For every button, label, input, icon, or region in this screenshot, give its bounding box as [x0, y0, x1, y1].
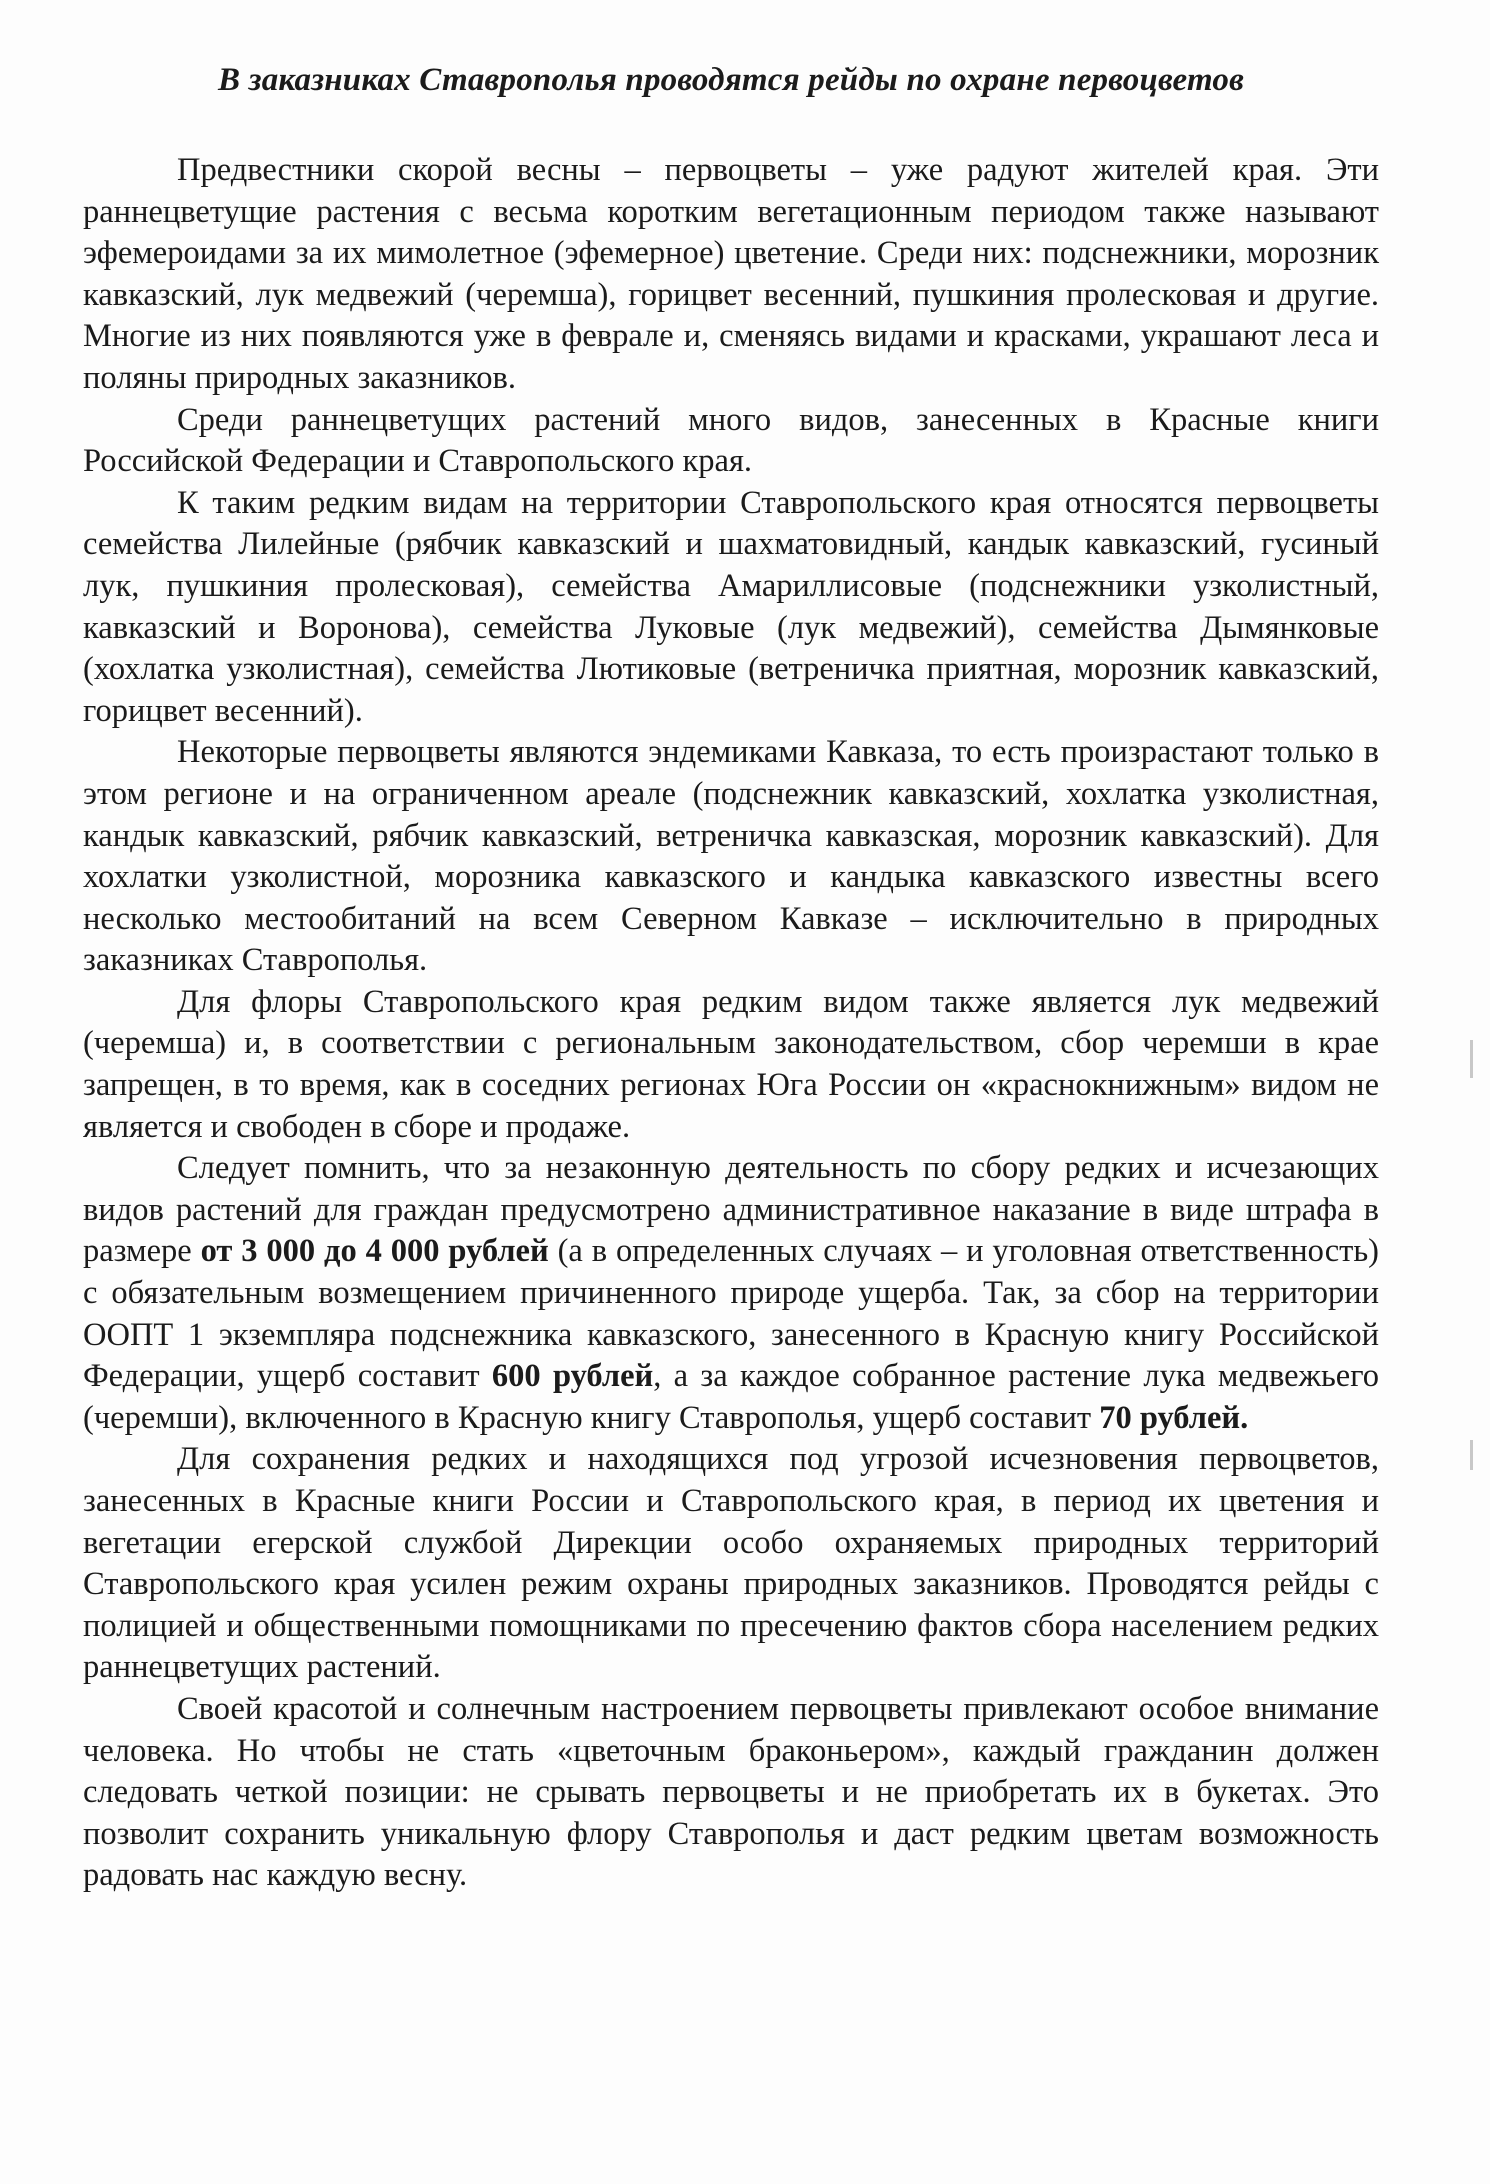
paragraph-conclusion: Своей красотой и солнечным настроением первоцветы привлекают особое внимание человека. Но чтобы не стать «цветочным браконьером», каждый гражданин должен следовать четкой позиции: не срывать первоцветы и не приобретать их в букетах. Это позволит сохранить уникальную флору Ставрополья и даст редким цветам возможность радовать нас каждую весну. — [83, 1690, 1379, 1894]
document-title: В заказниках Ставрополья проводятся рейды по охране первоцветов — [217, 62, 1245, 98]
paragraph-wild-garlic: Для флоры Ставропольского края редким видом также является лук медвежий (черемша) и, в соответствии с региональным законодательством, сбор черемши в крае запрещен, в то время, как в соседних регионах Юга России он «краснокнижным» видом не является и свободен в сборе и продаже. — [83, 983, 1379, 1145]
penalties-text-2: (а в определенных случаях – и уголовная ответственность) с обязательным возмещением причиненного природе ущерба. Так, за сбор на территории ООПТ 1 экземпляра подснежника кавказского, занесенного в Красную книгу Российской Федерации, ущерб составит — [83, 1233, 1379, 1395]
paragraph-endemics: Некоторые первоцветы являются эндемиками Кавказа, то есть произрастают только в этом регионе и на ограниченном ареале (подснежник кавказский, хохлатка узколистная, кандык кавказский, рябчик кавказский, ветреничка кавказская, морозник кавказский). Для хохлатки узколистной, морозника кавказского и кандыка кавказского известны всего несколько местообитаний на всем Северном Кавказе – исключительно в природных заказниках Ставрополья. — [83, 734, 1379, 979]
penalties-text-1: Следует помнить, что за незаконную деятельность по сбору редких и исчезающих видов растений для граждан предусмотрено административное наказание в виде штрафа в размере — [83, 1150, 1379, 1270]
penalties-text-3: , а за каждое собранное растение лука медвежьего (черемши), включенного в Красную книгу Ставрополья, ущерб составит — [83, 1358, 1379, 1436]
document-body — [83, 60, 1379, 1897]
paragraph-penalties — [83, 1148, 1379, 1439]
fine-amount: от 3 000 до 4 000 рублей — [200, 1233, 549, 1270]
paragraph-rare-species: К таким редким видам на территории Ставропольского края относятся первоцветы семейства Лилейные (рябчик кавказский и шахматовидный, кандык кавказский, гусиный лук, пушкиния пролесковая), семейства Амариллисовые (подснежники узколистный, кавказский и Воронова), семейства Луковые (лук медвежий), семейства Дымянковые (хохлатка узколистная), семейства Лютиковые (ветреничка приятная, морозник кавказский, горицвет весенний). — [83, 484, 1379, 729]
damage-amount-wild-garlic: 70 рублей. — [1099, 1399, 1249, 1436]
damage-amount-snowdrop: 600 рублей — [491, 1358, 654, 1395]
paragraph-intro: Предвестники скорой весны – первоцветы – уже радуют жителей края. Эти раннецветущие растения с весьма коротким вегетационным периодом также называют эфемероидами за их мимолетное (эфемерное) цветение. Среди них: подснежники, морозник кавказский, лук медвежий (черемша), горицвет весенний, пушкиния пролесковая и другие. Многие из них появляются уже в феврале и, сменяясь видами и красками, украшают леса и поляны природных заказников. — [83, 152, 1379, 396]
paragraph-red-books: Среди раннецветущих растений много видов, занесенных в Красные книги Российской Федерации и Ставропольского края. — [83, 401, 1379, 480]
paragraph-protection-raids: Для сохранения редких и находящихся под угрозой исчезновения первоцветов, занесенных в Красные книги России и Ставропольского края, в период их цветения и вегетации егерской службой Дирекции особо охраняемых природных территорий Ставропольского края усилен режим охраны природных заказников. Проводятся рейды с полицией и общественными помощниками по пресечению фактов сбора населением редких раннецветущих растений. — [83, 1441, 1379, 1686]
scan-margin-mark — [1470, 1040, 1473, 1078]
scan-margin-mark — [1470, 1440, 1473, 1470]
